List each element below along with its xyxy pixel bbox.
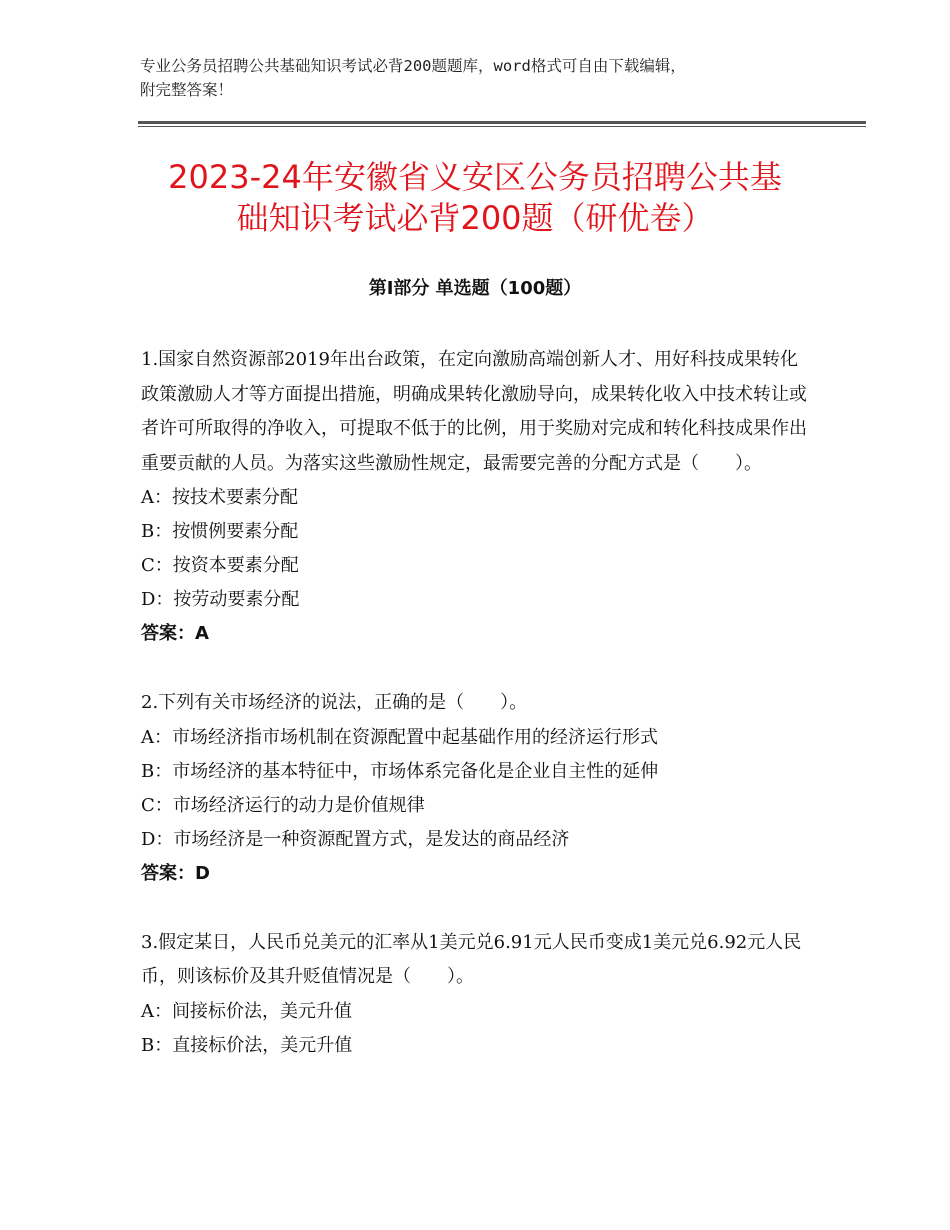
- question-option-b: B：按惯例要素分配: [141, 521, 299, 542]
- header-divider-thin: [138, 126, 866, 127]
- question-1: [141, 343, 807, 651]
- question-option-a: A：间接标价法，美元升值: [141, 1000, 352, 1022]
- question-option-a: A：按技术要素分配: [141, 487, 298, 508]
- question-option-d: D：按劳动要素分配: [141, 589, 300, 610]
- document-title: [140, 157, 810, 239]
- header-note-line: 附完整答案！: [140, 81, 234, 99]
- header-divider: [138, 121, 866, 124]
- question-answer: 答案：D: [141, 862, 210, 884]
- document-title-line: 础知识考试必背200题（研优卷）: [236, 199, 714, 237]
- document-title-line: 2023-24年安徽省义安区公务员招聘公共基: [168, 158, 782, 196]
- question-option-b: B：直接标价法，美元升值: [141, 1034, 353, 1056]
- question-option-c: C：按资本要素分配: [141, 555, 299, 576]
- header-note-line: 专业公务员招聘公共基础知识考试必背200题题库，word格式可自由下载编辑，: [140, 57, 686, 75]
- question-option-d: D：市场经济是一种资源配置方式，是发达的商品经济: [141, 828, 570, 850]
- question-3: [141, 926, 807, 1063]
- question-option-b: B：市场经济的基本特征中，市场体系完备化是企业自主性的延伸: [141, 760, 659, 782]
- question-option-c: C：市场经济运行的动力是价值规律: [141, 794, 425, 816]
- question-option-a: A：市场经济指市场机制在资源配置中起基础作用的经济运行形式: [141, 726, 658, 748]
- question-2: [141, 686, 807, 891]
- question-answer: 答案：A: [141, 623, 209, 644]
- question-stem: 2.下列有关市场经济的说法，正确的是（ ）。: [141, 692, 528, 713]
- header-note: [140, 54, 840, 102]
- section-heading: 第Ⅰ部分 单选题（100题）: [368, 278, 582, 299]
- question-stem: 1.国家自然资源部2019年出台政策，在定向激励高端创新人才、用好科技成果转化政策激励人才等方面提出措施，明确成果转化激励导向，成果转化收入中技术转让或者许可所取得的净收入，可提取不低于的比例，用于奖励对完成和转化科技成果作出重要贡献的人员。为落实这些激励性规定，最需要完善的分配方式是（ ）。: [141, 349, 807, 474]
- question-list: [141, 343, 807, 1098]
- question-stem: 3.假定某日，人民币兑美元的汇率从1美元兑6.91元人民币变成1美元兑6.92元人民币，则该标价及其升贬值情况是（ ）。: [141, 931, 802, 987]
